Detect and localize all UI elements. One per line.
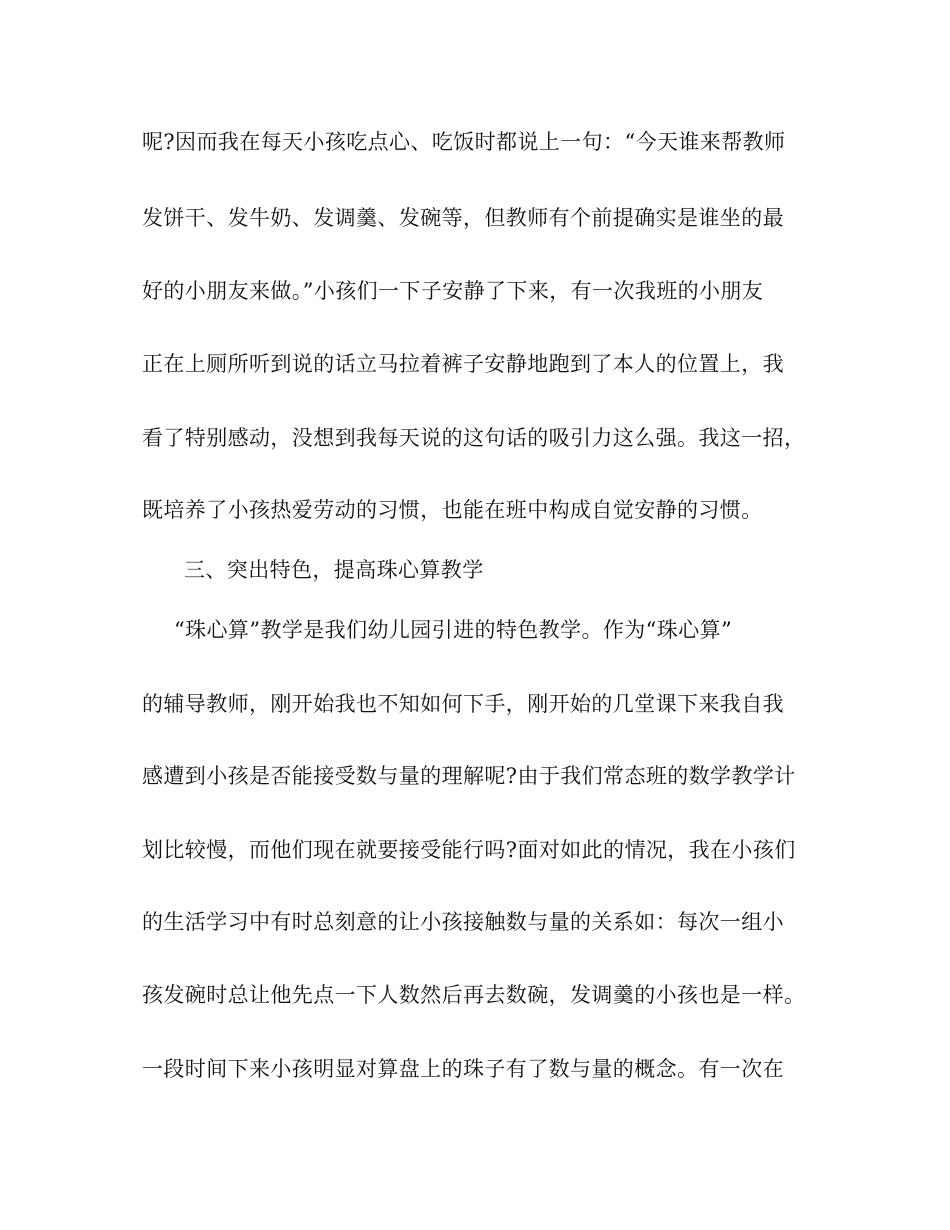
body-line: 正在上厕所听到说的话立马拉着裤子安静地跑到了本人的位置上，我 [142,352,784,376]
body-line: 的生活学习中有时总刻意的让小孩接触数与量的关系如：每次一组小 [142,910,784,934]
body-line: 划比较慢，而他们现在就要接受能行吗?面对如此的情况，我在小孩们 [142,838,796,862]
body-line: 孩发碗时总让他先点一下人数然后再去数碗，发调羹的小孩也是一样。 [142,983,806,1007]
body-line: 一段时间下来小孩明显对算盘上的珠子有了数与量的概念。有一次在 [142,1057,784,1081]
body-line: 既培养了小孩热爱劳动的习惯，也能在班中构成自觉安静的习惯。 [142,498,763,522]
body-line: 好的小朋友来做。”小孩们一下子安静了下来，有一次我班的小朋友 [142,279,764,303]
body-line: 感遭到小孩是否能接受数与量的理解呢?由于我们常态班的数学教学计 [142,764,796,788]
section-heading: 三、突出特色，提高珠心算教学 [184,558,484,582]
body-line: 看了特别感动，没想到我每天说的这句话的吸引力这么强。我这一招， [142,426,806,450]
body-line: 的辅导教师，刚开始我也不知如何下手，刚开始的几堂课下来我自我 [142,692,784,716]
body-line: 呢?因而我在每天小孩吃点心、吃饭时都说上一句：“今天谁来帮教师 [142,130,786,154]
body-line: 发饼干、发牛奶、发调羹、发碗等，但教师有个前提确实是谁坐的最 [142,206,784,230]
body-line: “珠心算”教学是我们幼儿园引进的特色教学。作为“珠心算” [174,618,733,642]
